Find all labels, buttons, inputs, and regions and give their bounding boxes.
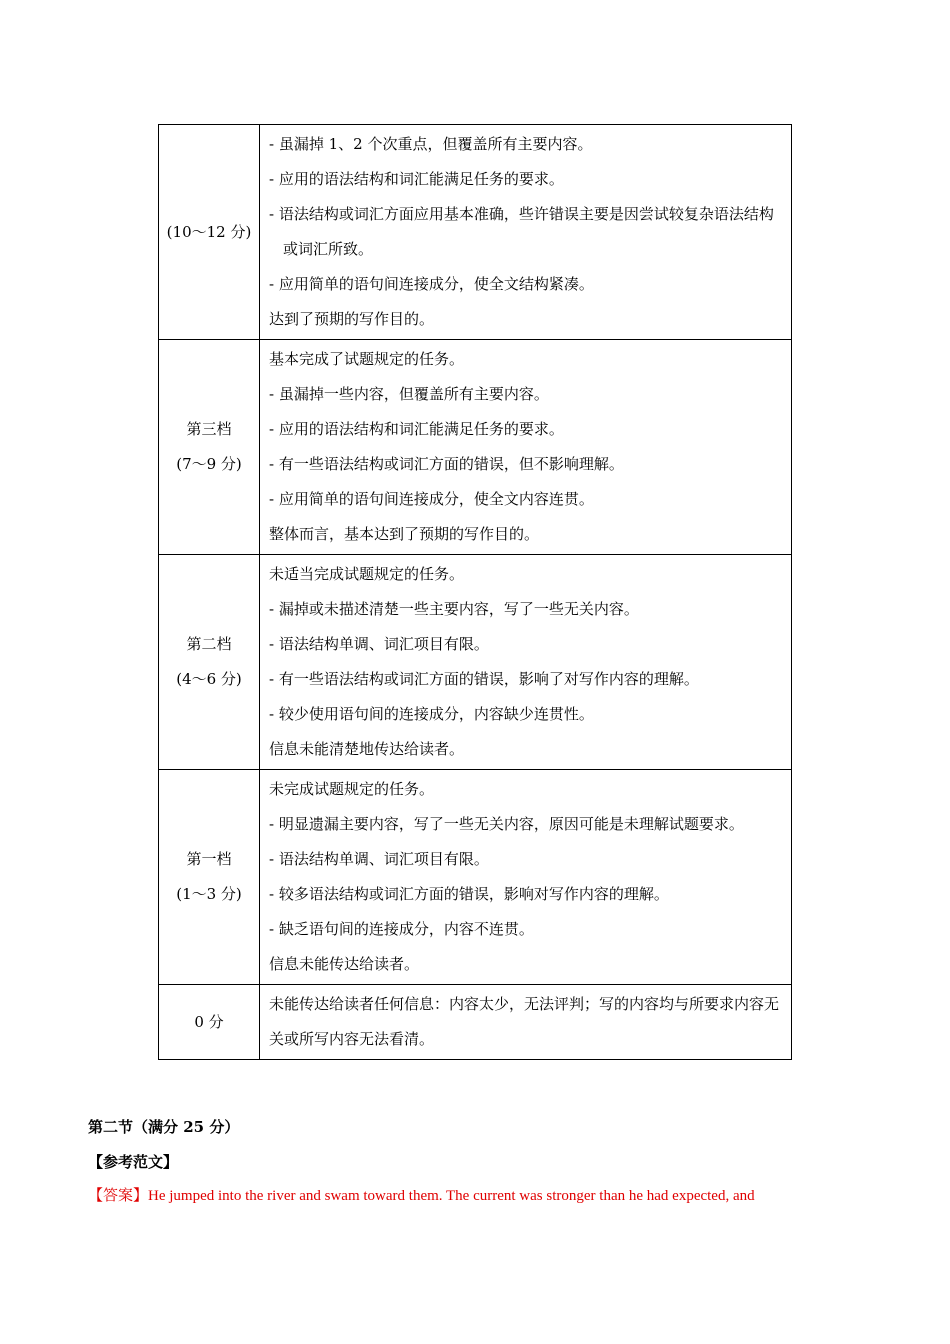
criteria-line: - 应用的语法结构和词汇能满足任务的要求。 xyxy=(269,420,564,438)
criteria-cell xyxy=(260,555,792,770)
band-title: 第一档 xyxy=(186,850,232,868)
criteria-line: 信息未能传达给读者。 xyxy=(269,955,420,973)
criteria-line: - 应用的语法结构和词汇能满足任务的要求。 xyxy=(269,170,564,188)
rubric-row-band-1 xyxy=(159,770,792,985)
band-cell xyxy=(159,340,260,555)
band-cell xyxy=(159,125,260,340)
criteria-line: - 漏掉或未描述清楚一些主要内容，写了一些无关内容。 xyxy=(269,600,639,618)
criteria-cell xyxy=(260,985,792,1060)
band-cell xyxy=(159,555,260,770)
criteria-line: 未完成试题规定的任务。 xyxy=(269,780,435,798)
criteria-line: - 有一些语法结构或词汇方面的错误，但不影响理解。 xyxy=(269,455,624,473)
answer-paragraph xyxy=(88,1185,868,1207)
criteria-cell xyxy=(260,340,792,555)
reference-label: 【参考范文】 xyxy=(88,1153,179,1171)
criteria-line: - 虽漏掉一些内容，但覆盖所有主要内容。 xyxy=(269,385,549,403)
rubric-row-band-2 xyxy=(159,555,792,770)
criteria-line: 信息未能清楚地传达给读者。 xyxy=(269,740,465,758)
band-cell xyxy=(159,985,260,1060)
band-title: 第三档 xyxy=(186,420,232,438)
criteria-line: - 语法结构单调、词汇项目有限。 xyxy=(269,635,489,653)
criteria-line: - 较少使用语句间的连接成分，内容缺少连贯性。 xyxy=(269,705,594,723)
criteria-line: - 应用简单的语句间连接成分，使全文内容连贯。 xyxy=(269,490,594,508)
criteria-line: - 语法结构单调、词汇项目有限。 xyxy=(269,850,489,868)
section-title: 第二节（满分 25 分） xyxy=(88,1118,240,1136)
band-score: (7～9 分) xyxy=(176,455,242,473)
criteria-line: 达到了预期的写作目的。 xyxy=(269,310,435,328)
criteria-line: - 应用简单的语句间连接成分，使全文结构紧凑。 xyxy=(269,275,594,293)
criteria-cell xyxy=(260,770,792,985)
band-score: (4～6 分) xyxy=(176,670,242,688)
criteria-line: 整体而言，基本达到了预期的写作目的。 xyxy=(269,525,540,543)
band-score: (1～3 分) xyxy=(176,885,242,903)
band-cell xyxy=(159,770,260,985)
answer-text: He jumped into the river and swam toward them. The current was stronger than he had expected, and xyxy=(148,1188,755,1204)
band-score: (10～12 分) xyxy=(166,222,252,241)
criteria-line: 基本完成了试题规定的任务。 xyxy=(269,350,465,368)
criteria-line: - 缺乏语句间的连接成分，内容不连贯。 xyxy=(269,920,534,938)
scoring-rubric-table xyxy=(158,124,792,1060)
criteria-line: - 有一些语法结构或词汇方面的错误，影响了对写作内容的理解。 xyxy=(269,670,699,688)
rubric-row-band-0 xyxy=(159,985,792,1060)
criteria-line: 未能传达给读者任何信息：内容太少，无法评判；写的内容均与所要求内容无关或所写内容无法看清。 xyxy=(269,995,780,1048)
criteria-line: - 较多语法结构或词汇方面的错误，影响对写作内容的理解。 xyxy=(269,885,669,903)
criteria-line: - 虽漏掉 1、2 个次重点，但覆盖所有主要内容。 xyxy=(269,135,593,153)
criteria-cell xyxy=(260,125,792,340)
band-title: 第二档 xyxy=(186,635,232,653)
band-score: 0 分 xyxy=(194,1012,224,1031)
rubric-row-band-4 xyxy=(159,125,792,340)
criteria-line: - 语法结构或词汇方面应用基本准确，些许错误主要是因尝试较复杂语法结构或词汇所致。 xyxy=(269,205,774,258)
rubric-row-band-3 xyxy=(159,340,792,555)
answer-label: 【答案】 xyxy=(88,1188,149,1204)
criteria-line: - 明显遗漏主要内容，写了一些无关内容，原因可能是未理解试题要求。 xyxy=(269,815,744,833)
criteria-line: 未适当完成试题规定的任务。 xyxy=(269,565,465,583)
